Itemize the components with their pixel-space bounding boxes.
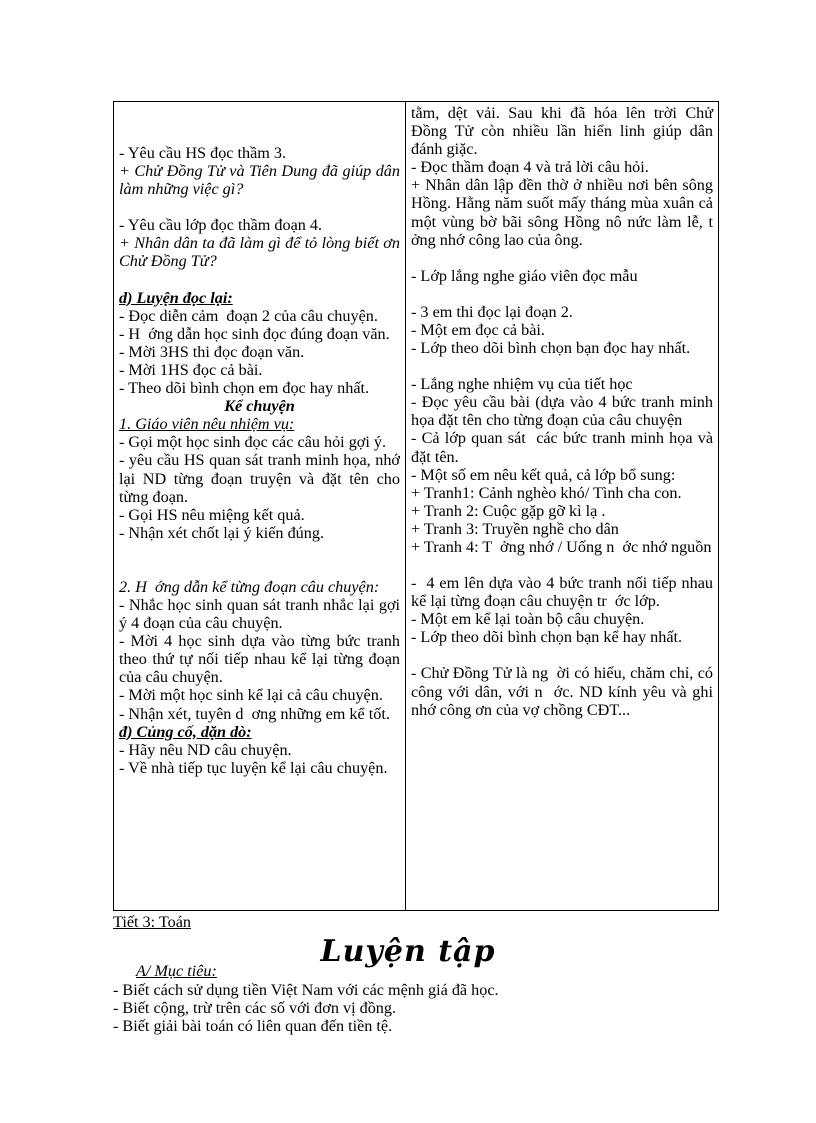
text-line: + Tranh 4: T ởng nhớ / Uống n ớc nhớ nguồn: [411, 537, 712, 556]
question-line: + Chử Đồng Tử và Tiên Dung đã giúp dân làm những việc gì?: [119, 162, 405, 199]
section-heading: 1. Giáo viên nêu nhiệm vụ:: [119, 415, 295, 434]
text-line: - Một em đọc cả bài.: [411, 320, 545, 339]
text-line: - Đọc thầm đoạn 4 và trả lời câu hỏi.: [411, 158, 649, 177]
text-line: - 4 em lên dựa vào 4 bức tranh nối tiếp nhau kể lại từng đoạn câu chuyện tr ớc lớp.: [411, 574, 718, 611]
section-heading: 2. H ớng dẫn kể từng đoạn câu chuyện:: [119, 577, 380, 596]
text-line: - Gọi một học sinh đọc các câu hỏi gợi ý.: [119, 433, 387, 452]
text-line: - Lớp lắng nghe giáo viên đọc mẫu: [411, 266, 638, 285]
text-line: + Tranh1: Cảnh nghèo khó/ Tình cha con.: [411, 483, 682, 502]
objectives-heading: A/ Mục tiêu:: [136, 962, 217, 980]
section-heading: d) Luyện đọc lại:: [119, 288, 233, 307]
text-line: - Mời 1HS đọc cả bài.: [119, 360, 263, 379]
objective-item: - Biết giải bài toán có liên quan đến tiền tệ.: [113, 1017, 393, 1035]
text-line: - Chử Đồng Tử là ng ời có hiếu, chăm chỉ, có công với dân, với n ớc. ND kính yêu và ghi nhớ công ơn của vợ chồng CĐT...: [411, 664, 718, 719]
lesson-table: [113, 101, 722, 911]
text-line: - Một số em nêu kết quả, cả lớp bổ sung:: [411, 465, 676, 484]
text-line: - Đọc diễn cảm đoạn 2 của câu chuyện.: [119, 306, 378, 325]
text-line: - Lớp theo dõi bình chọn bạn kể hay nhất.: [411, 628, 683, 647]
text-line: tằm, dệt vải. Sau khi đã hóa lên trời Chử Đồng Tử còn nhiều lần hiển linh giúp dân đánh giặc.: [411, 104, 718, 159]
objective-item: - Biết cộng, trừ trên các số với đơn vị đồng.: [113, 999, 397, 1017]
text-line: - Yêu cầu HS đọc thầm 3.: [119, 144, 287, 162]
text-line: - Đọc yêu cầu bài (dựa vào 4 bức tranh minh họa đặt tên cho từng đoạn của câu chuyện: [411, 393, 718, 430]
lesson-title: Luyện tập: [320, 934, 496, 969]
text-line: + Tranh 2: Cuộc gặp gỡ kì lạ .: [411, 501, 606, 520]
text-line: - yêu cầu HS quan sát tranh minh họa, nhớ lại ND từng đoạn truyện và đặt tên cho từng đoạn.: [119, 451, 405, 506]
text-line: - Lớp theo dõi bình chọn bạn đọc hay nhất.: [411, 339, 691, 358]
objective-item: - Biết cách sử dụng tiền Việt Nam với các mệnh giá đã học.: [113, 981, 499, 999]
section-heading: đ) Củng cố, dặn dò:: [119, 722, 252, 741]
text-line: - Mời 4 học sinh dựa vào từng bức tranh theo thứ tự nối tiếp nhau kể lại từng đoạn của câu chuyện.: [119, 632, 405, 687]
text-line: + Nhân dân lập đền thờ ở nhiều nơi bên sông Hồng. Hằng năm suốt mấy tháng mùa xuân cả một vùng bờ bãi sông Hồng nô nức làm lễ, t ởng nhớ công lao của ông.: [411, 176, 722, 249]
lesson-period-label: Tiết 3: Toán: [113, 913, 192, 931]
teacher-activities-column: [114, 102, 406, 910]
text-line: - Nhận xét, tuyên d ơng những em kể tốt.: [119, 704, 390, 723]
text-line: - Cả lớp quan sát các bức tranh minh họa và đặt tên.: [411, 429, 718, 466]
student-activities-column: [406, 102, 722, 910]
text-line: - Gọi HS nêu miệng kết quả.: [119, 505, 305, 524]
text-line: - Nhận xét chốt lại ý kiến đúng.: [119, 523, 324, 542]
text-line: - Mời một học sinh kể lại cả câu chuyện.: [119, 686, 383, 705]
text-line: - Lắng nghe nhiệm vụ của tiết học: [411, 375, 633, 394]
text-line: - Theo dõi bình chọn em đọc hay nhất.: [119, 379, 370, 398]
text-line: - Một em kể lại toàn bộ câu chuyện.: [411, 610, 645, 629]
text-line: - H ớng dẫn học sinh đọc đúng đoạn văn.: [119, 324, 390, 343]
text-line: + Tranh 3: Truyền nghề cho dân: [411, 519, 619, 538]
text-line: - Về nhà tiếp tục luyện kể lại câu chuyện.: [119, 758, 388, 777]
question-line: + Nhân dân ta đã làm gì để tỏ lòng biết ơn Chử Đồng Tử?: [119, 234, 405, 271]
text-line: - 3 em thi đọc lại đoạn 2.: [411, 302, 573, 321]
text-line: - Mời 3HS thi đọc đoạn văn.: [119, 342, 305, 361]
text-line: - Hãy nêu ND câu chuyện.: [119, 740, 292, 759]
text-line: - Nhắc học sinh quan sát tranh nhắc lại gợi ý 4 đoạn của câu chuyện.: [119, 595, 405, 633]
ke-chuyen-heading: Kể chuyện: [224, 397, 295, 416]
text-line: - Yêu cầu lớp đọc thầm đoạn 4.: [119, 216, 323, 235]
